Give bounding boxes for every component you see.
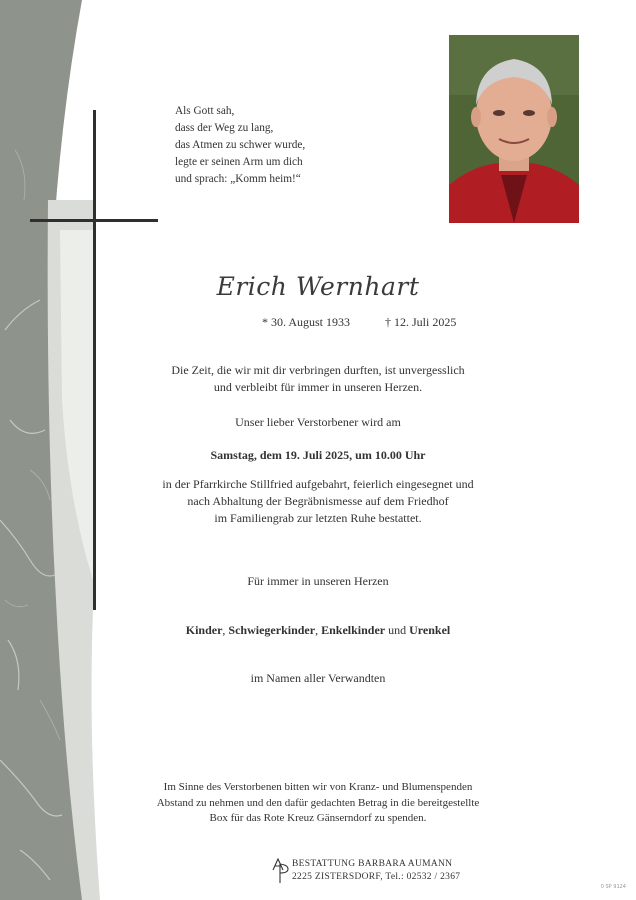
mourner-urenkel: Urenkel bbox=[409, 623, 451, 637]
ceremony-line: in der Pfarrkirche Stillfried aufgebahrt, feierlich eingesegnet und bbox=[162, 477, 474, 491]
donation-line: Im Sinne des Verstorbenen bitten wir von Kranz- und Blumenspenden bbox=[163, 781, 473, 793]
announcement: Unser lieber Verstorbener wird am bbox=[235, 415, 401, 429]
relatives-line: im Namen aller Verwandten bbox=[250, 671, 386, 685]
mourner-and: und bbox=[385, 623, 410, 637]
donation-request bbox=[0, 780, 636, 827]
poem-line: das Atmen zu schwer wurde, bbox=[175, 139, 306, 151]
ceremony-line: nach Abhaltung der Begräbnismesse auf dem Friedhof bbox=[187, 494, 449, 508]
mourner-schwiegerkinder: Schwiegerkinder bbox=[228, 623, 316, 637]
undertaker-name: BESTATTUNG BARBARA AUMANN bbox=[292, 859, 453, 869]
mourner-separator: , bbox=[222, 623, 229, 637]
mourner-enkelkinder: Enkelkinder bbox=[321, 623, 386, 637]
reference-code: 0 SP 9124 bbox=[600, 884, 626, 890]
undertaker-info bbox=[292, 858, 460, 884]
funeral-date: Samstag, dem 19. Juli 2025, um 10.00 Uhr bbox=[210, 448, 426, 462]
birth-date: * 30. August 1933 bbox=[262, 315, 351, 329]
poem-line: und sprach: „Komm heim!“ bbox=[175, 173, 301, 185]
donation-line: Abstand zu nehmen und den dafür gedachten Betrag in die bereitgestellte bbox=[156, 796, 480, 809]
donation-line: Box für das Rote Kreuz Gänserndorf zu spenden. bbox=[209, 812, 427, 824]
poem bbox=[175, 103, 305, 188]
mourner-kinder: Kinder bbox=[185, 623, 223, 637]
memorial-message bbox=[0, 362, 636, 396]
ceremony-details bbox=[0, 476, 636, 527]
poem-line: legte er seinen Arm um dich bbox=[175, 156, 303, 168]
poem-line: Als Gott sah, bbox=[175, 105, 235, 117]
ceremony-line: im Familiengrab zur letzten Ruhe bestattet. bbox=[214, 511, 422, 525]
message-line: und verbleibt für immer in unseren Herzen. bbox=[213, 380, 423, 394]
cross-horizontal-bar bbox=[30, 219, 158, 222]
poem-line: dass der Weg zu lang, bbox=[175, 122, 274, 134]
mourners bbox=[0, 622, 636, 639]
undertaker-logo bbox=[272, 858, 290, 884]
death-date: † 12. Juli 2025 bbox=[385, 315, 457, 329]
mourner-separator: , bbox=[315, 623, 322, 637]
deceased-name: Erich Wernhart bbox=[216, 272, 420, 301]
cross-vertical-bar bbox=[93, 110, 96, 610]
undertaker-address: 2225 ZISTERSDORF, Tel.: 02532 / 2367 bbox=[292, 872, 461, 882]
portrait-photo bbox=[449, 35, 579, 223]
forever-line: Für immer in unseren Herzen bbox=[247, 574, 389, 588]
message-line: Die Zeit, die wir mit dir verbringen durften, ist unvergesslich bbox=[171, 363, 465, 377]
